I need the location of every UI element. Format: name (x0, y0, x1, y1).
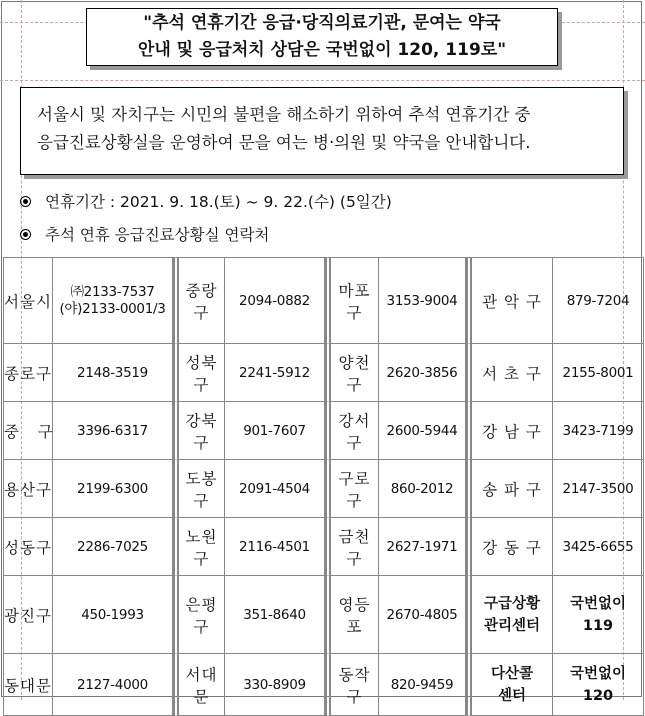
table-row (4, 576, 644, 654)
district-cell: 중랑구 (173, 258, 225, 344)
district-cell: 서대문 (173, 654, 225, 716)
phone-day: ㈜2133-7537 (70, 283, 155, 300)
phone-cell: 2094-0882 (225, 258, 325, 344)
table-row (4, 402, 644, 460)
district-cell: 성동구 (4, 518, 53, 576)
district-cell: 강북구 (173, 402, 225, 460)
contact-heading-text: 추석 연휴 응급진료상황실 연락처 (45, 226, 270, 244)
phone-cell: 820-9459 (379, 654, 466, 716)
phone-cell: 2148-3519 (53, 344, 173, 402)
district-cell: 강 동 구 (466, 518, 553, 576)
district-cell: 용산구 (4, 460, 53, 518)
intro-box (20, 87, 624, 175)
bullet-icon (20, 196, 31, 207)
district-cell: 관 악 구 (466, 258, 553, 344)
phone-cell: 901-7607 (225, 402, 325, 460)
phone-cell: 3423-7199 (553, 402, 644, 460)
phone-cell: 2091-4504 (225, 460, 325, 518)
district-cell: 은평구 (173, 576, 225, 654)
district-cell: 동대문 (4, 654, 53, 716)
phone-cell: 2241-5912 (225, 344, 325, 402)
headline-line-2: 안내 및 응급처치 상담은 국번없이 120, 119로" (137, 40, 507, 60)
table-row (4, 344, 644, 402)
phone-cell: 351-8640 (225, 576, 325, 654)
dasan-call-center-label-1: 다산콜 (490, 665, 534, 682)
district-cell: 송 파 구 (466, 460, 553, 518)
ambulance-center-label-1: 구급상황 (483, 595, 541, 612)
district-cell: 노원구 (173, 518, 225, 576)
phone-cell: 2147-3500 (553, 460, 644, 518)
headline-line-1: "추석 연휴기간 응급·당직의료기관, 문여는 약국 (143, 13, 501, 33)
phone-cell: 3425-6655 (553, 518, 644, 576)
holiday-period-text: 연휴기간 : 2021. 9. 18.(토) ~ 9. 22.(수) (5일간) (45, 193, 392, 211)
table-row (4, 460, 644, 518)
emergency-contact-table (3, 257, 644, 716)
headline-box (86, 8, 558, 66)
phone-cell: 2155-8001 (553, 344, 644, 402)
ambulance-center-number-2: 119 (582, 617, 614, 634)
ambulance-center-label-2: 관리센터 (483, 617, 541, 634)
dasan-call-center-number-2: 120 (582, 687, 614, 704)
phone-cell: 2627-1971 (379, 518, 466, 576)
phone-cell: 2286-7025 (53, 518, 173, 576)
table-row (4, 258, 644, 344)
bullet-icon (20, 229, 31, 240)
phone-cell: 3396-6317 (53, 402, 173, 460)
district-cell: 종로구 (4, 344, 53, 402)
table-row (4, 518, 644, 576)
dasan-call-center-number-cell (553, 654, 644, 716)
intro-line-2: 응급진료상황실을 운영하여 문을 여는 병·의원 및 약국을 안내합니다. (37, 133, 531, 152)
dasan-call-center-cell (466, 654, 553, 716)
dasan-call-center-number-1: 국번없이 (569, 665, 627, 682)
phone-night: (야)2133-0001/3 (59, 300, 166, 317)
district-cell: 동작구 (325, 654, 379, 716)
ambulance-center-number-cell (553, 576, 644, 654)
district-cell: 구로구 (325, 460, 379, 518)
phone-cell: 450-1993 (53, 576, 173, 654)
district-cell: 광진구 (4, 576, 53, 654)
district-cell: 서울시 (4, 258, 53, 344)
phone-cell: 2670-4805 (379, 576, 466, 654)
district-cell: 중 구 (4, 402, 53, 460)
intro-line-1: 서울시 및 자치구는 시민의 불편을 해소하기 위하여 추석 연휴기간 중 (37, 105, 531, 124)
phone-cell: 2199-6300 (53, 460, 173, 518)
district-cell: 강서구 (325, 402, 379, 460)
table-row (4, 654, 644, 716)
phone-cell: 860-2012 (379, 460, 466, 518)
district-cell: 마포구 (325, 258, 379, 344)
phone-cell (53, 258, 173, 344)
district-cell: 양천구 (325, 344, 379, 402)
district-cell: 강 남 구 (466, 402, 553, 460)
guide-line (0, 80, 645, 81)
district-cell: 성북구 (173, 344, 225, 402)
holiday-period-item (20, 190, 392, 212)
district-cell: 금천구 (325, 518, 379, 576)
phone-cell: 2600-5944 (379, 402, 466, 460)
dasan-call-center-label-2: 센터 (497, 687, 526, 704)
phone-cell: 2620-3856 (379, 344, 466, 402)
phone-cell: 2116-4501 (225, 518, 325, 576)
phone-cell: 2127-4000 (53, 654, 173, 716)
district-cell: 도봉구 (173, 460, 225, 518)
district-cell: 영등포 (325, 576, 379, 654)
ambulance-center-number-1: 국번없이 (569, 595, 627, 612)
phone-cell: 3153-9004 (379, 258, 466, 344)
phone-cell: 330-8909 (225, 654, 325, 716)
ambulance-center-cell (466, 576, 553, 654)
district-cell: 서 초 구 (466, 344, 553, 402)
contact-heading-item (20, 223, 269, 245)
phone-cell: 879-7204 (553, 258, 644, 344)
